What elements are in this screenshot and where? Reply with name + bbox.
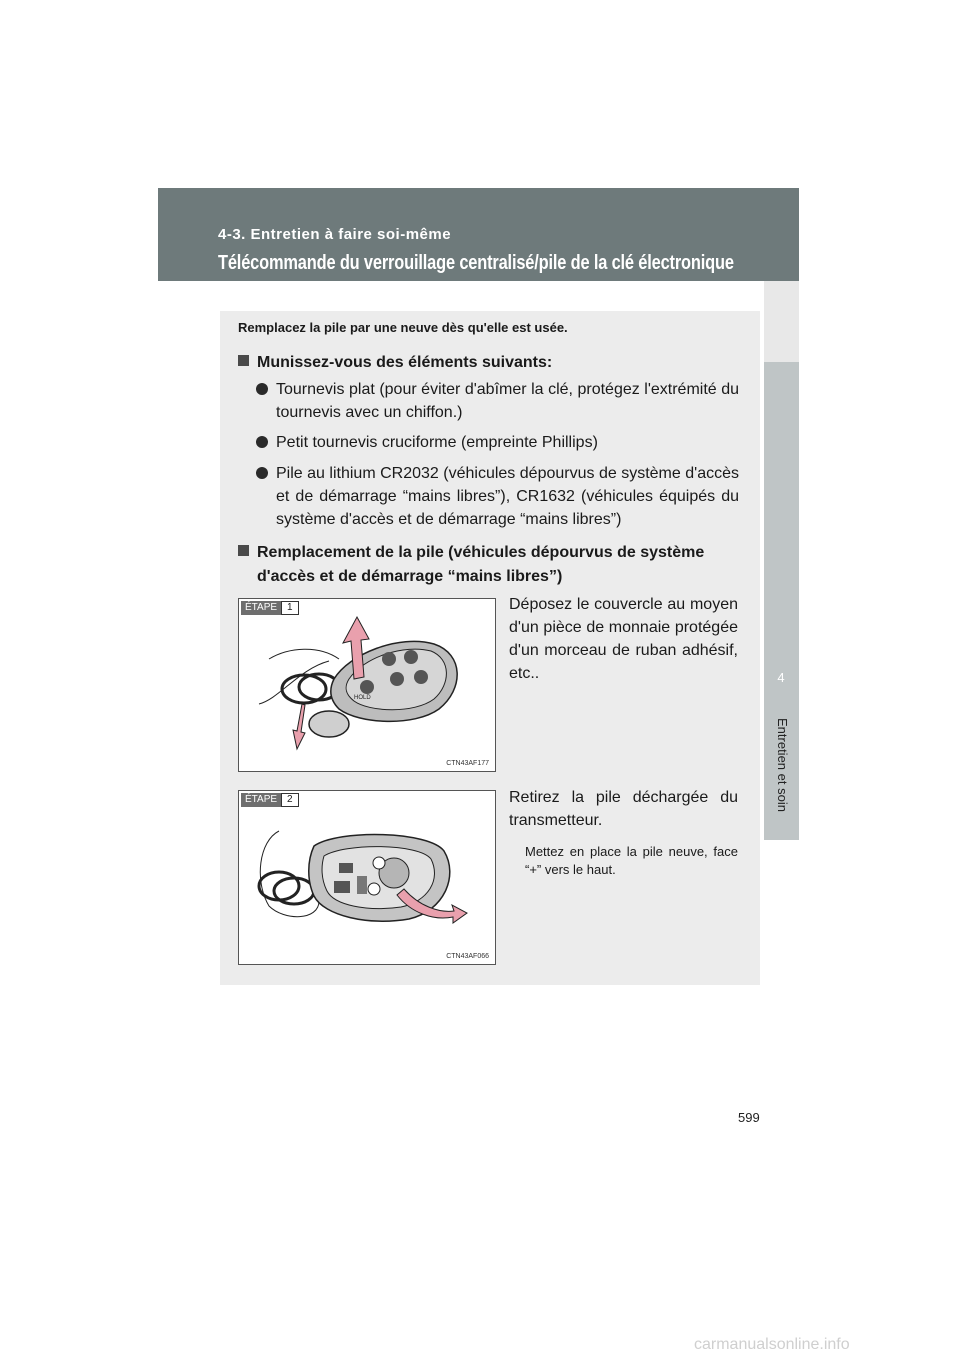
list-item <box>256 462 739 531</box>
figure-code: CTN43AF066 <box>446 953 489 960</box>
hold-label: HOLD <box>354 695 371 701</box>
step1-text: Déposez le couvercle au moyen d'un pièce de monnaie protégée d'un morceau de ruban adhésif, etc.. <box>509 596 738 682</box>
page-header <box>158 188 799 281</box>
watermark: carmanualsonline.info <box>694 1336 850 1353</box>
bullet-dot-icon <box>256 436 268 448</box>
items-heading-text: Munissez-vous des éléments suivants: <box>257 354 553 371</box>
step-badge-label: ÉTAPE <box>241 601 281 615</box>
page-number: 599 <box>738 1110 760 1125</box>
figure-code: CTN43AF177 <box>446 760 489 767</box>
bullet-dot-icon <box>256 383 268 395</box>
step2-text: Retirez la pile déchargée du transmetteur. <box>509 789 738 829</box>
battery-removal-illustration <box>239 791 495 964</box>
step-badge <box>241 601 299 615</box>
step-badge-number: 1 <box>281 601 299 615</box>
square-bullet-icon <box>238 355 249 366</box>
step-badge-number: 2 <box>281 793 299 807</box>
section-label: 4-3. Entretien à faire soi-même <box>218 226 452 243</box>
list-item-text: Tournevis plat (pour éviter d'abîmer la clé, protégez l'extrémité du tournevis avec un chiffon.) <box>276 381 739 421</box>
chapter-name: Entretien et soin <box>775 718 790 812</box>
step2-figure <box>238 790 496 965</box>
replace-heading-line2: d'accès et de démarrage “mains libres”) <box>257 568 563 585</box>
replace-heading <box>238 541 740 589</box>
square-bullet-icon <box>238 545 249 556</box>
chapter-number: 4 <box>777 670 785 685</box>
step-badge <box>241 793 299 807</box>
list-item-text: Pile au lithium CR2032 (véhicules dépourvus de système d'accès et de démarrage “mains libres”), CR1632 (véhicules équipés du système d'accès et de démarrage “mains libres”) <box>276 465 739 528</box>
content-panel <box>220 311 760 985</box>
items-heading <box>238 350 552 376</box>
step2-note: Mettez en place la pile neuve, face “+” vers le haut. <box>525 844 738 877</box>
key-cover-illustration <box>239 599 495 771</box>
step-badge-label: ÉTAPE <box>241 793 281 807</box>
list-item <box>256 378 739 424</box>
page-title: Télécommande du verrouillage centralisé/pile de la clé électronique <box>218 252 734 274</box>
step1-figure <box>238 598 496 772</box>
list-item <box>256 431 739 454</box>
intro-text: Remplacez la pile par une neuve dès qu'elle est usée. <box>238 320 568 335</box>
replace-heading-line1: Remplacement de la pile (véhicules dépourvus de système <box>257 544 705 561</box>
list-item-text: Petit tournevis cruciforme (empreinte Phillips) <box>276 434 598 451</box>
bullet-dot-icon <box>256 467 268 479</box>
